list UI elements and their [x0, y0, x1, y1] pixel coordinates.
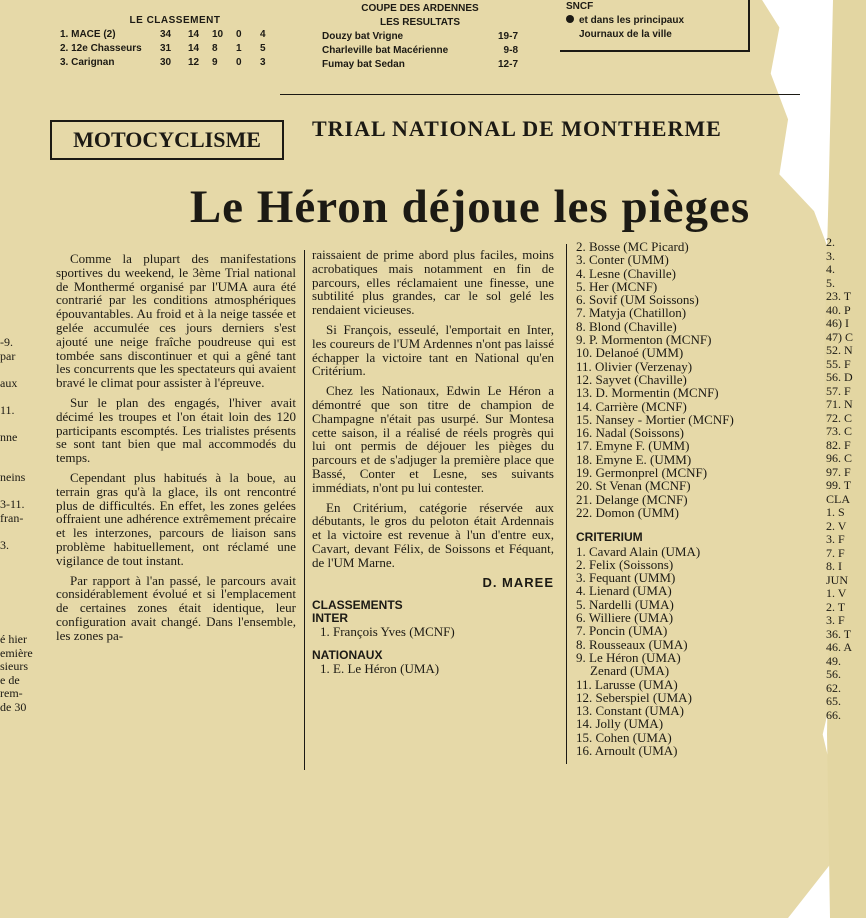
- fragment-line: 82. F: [826, 437, 851, 452]
- result-row: Douzy bat Vrigne 19-7: [322, 31, 518, 42]
- fragment-line: 40. P: [826, 302, 851, 317]
- list-item: 5. Nardelli (UMA): [576, 596, 674, 612]
- divider: [280, 94, 800, 95]
- fragment-line: par: [0, 348, 16, 363]
- list-item: 13. Constant (UMA): [576, 703, 684, 719]
- fragment-line: [0, 444, 40, 458]
- list-item: 22. Domon (UMM): [576, 504, 679, 520]
- list-item: 3. Fequant (UMM): [576, 570, 676, 586]
- left-fragment-column: [0, 336, 40, 714]
- fragment-line: 57. F: [826, 383, 851, 398]
- list-item: 6. Sovif (UM Soissons): [576, 292, 699, 308]
- fragment-line: [0, 606, 40, 620]
- result-row: Charleville bat Macérienne 9-8: [322, 45, 518, 56]
- list-item: 13. D. Mormentin (MCNF): [576, 385, 719, 401]
- standings-heading: LE CLASSEMENT: [129, 15, 221, 26]
- standings-row: 2. 12e Chasseurs 31 14 8 1 5: [60, 43, 266, 54]
- list-item: 4. Lesne (Chaville): [576, 265, 676, 281]
- fragment-line: 73. C: [826, 424, 853, 438]
- list-item: 14. Jolly (UMA): [576, 716, 664, 732]
- fragment-line: 62.: [826, 680, 841, 695]
- list-item: 21. Delange (MCNF): [576, 491, 688, 507]
- cup-heading: COUPE DES ARDENNES: [361, 3, 479, 14]
- list-item: 19. Germonprel (MCNF): [576, 465, 708, 481]
- standings-row: 1. MACE (2) 34 14 10 0 4: [60, 29, 266, 40]
- column-divider: [566, 244, 567, 764]
- fragment-line: 3.: [0, 537, 9, 552]
- list-item: 17. Emyne F. (UMM): [576, 438, 690, 454]
- fragment-line: [0, 458, 40, 472]
- list-item: 8. Blond (Chaville): [576, 318, 677, 334]
- paragraph: Par rapport à l'an passé, le parcours avait considérablement évolué et si l'emplacement de certaines zones était identique, leur configuration avait changé. Dans l'ensemble, les zones pa-: [56, 572, 296, 643]
- fragment-line: 1. V: [826, 586, 847, 600]
- list-item: 5. Her (MCNF): [576, 278, 658, 294]
- fragment-line: [0, 579, 40, 593]
- fragment-line: 52. N: [826, 343, 853, 357]
- list-item: 8. Rousseaux (UMA): [576, 636, 688, 652]
- results-heading: LES RESULTATS: [380, 17, 460, 28]
- fragment-line: -9.: [0, 335, 13, 349]
- list-item: 9. P. Mormenton (MCNF): [576, 332, 712, 348]
- fragment-line: nne: [0, 429, 18, 444]
- list-item: 1. François Yves (MCNF): [320, 624, 455, 640]
- fragment-line: [0, 390, 40, 404]
- list-item: 2. Bosse (MC Picard): [576, 239, 689, 254]
- fragment-line: 2.: [826, 236, 835, 249]
- sncf-notice: [560, 0, 750, 52]
- paragraph: Si François, esseulé, l'emportait en Inter, les coureurs de l'UM Ardennes n'ont pas laissé échapper la victoire tant en National qu'en Critérium.: [312, 321, 554, 379]
- inter-heading: INTER: [312, 611, 348, 626]
- cup-results: [322, 2, 518, 72]
- inter-results: [312, 625, 554, 639]
- fragment-line: 4.: [826, 262, 835, 276]
- fragment-line: 72. C: [826, 410, 853, 425]
- right-fragment-column: [826, 236, 866, 722]
- fragment-line: 1. S: [826, 505, 845, 519]
- criterium-heading: CRITERIUM: [576, 530, 643, 545]
- fragment-line: 47) C: [826, 329, 853, 344]
- fragment-line: 56.: [826, 667, 841, 681]
- fragment-line: 96. C: [826, 451, 853, 465]
- fragment-line: 56. D: [826, 370, 853, 384]
- paragraph: Chez les Nationaux, Edwin Le Héron a démontré que son titre de champion de Champagne n'était pas usurpé. Sur Montesa cette saison, il a réalisé de réels progrès qui lui ont permis de déjouer les pièges du parcours et de s'adjuger la première place que Bassé, Conter et Lesne, ses suivants immédiats, n'ont pu lui contester.: [312, 383, 554, 495]
- list-item: 10. Delanoé (UMM): [576, 345, 684, 361]
- fragment-line: 46) I: [826, 316, 849, 330]
- fragment-line: 3. F: [826, 613, 845, 627]
- fragment-line: [0, 485, 40, 499]
- list-item: 3. Conter (UMM): [576, 252, 669, 268]
- sncf-title: SNCF: [566, 1, 594, 12]
- league-standings: [60, 14, 290, 70]
- fragment-line: sieurs: [0, 659, 28, 673]
- fragment-line: 11.: [0, 402, 15, 417]
- list-item: 15. Nansey - Mortier (MCNF): [576, 411, 734, 427]
- fragment-line: 2. V: [826, 518, 847, 533]
- fragment-line: 99. T: [826, 478, 852, 492]
- fragment-line: emière: [0, 645, 33, 660]
- article-column-1: [56, 252, 296, 649]
- list-item: 18. Emyne E. (UMM): [576, 451, 692, 467]
- fragment-line: fran-: [0, 510, 24, 525]
- fragment-line: 2. T: [826, 599, 846, 614]
- list-item: 16. Arnoult (UMA): [576, 742, 678, 758]
- list-item: 11. Larusse (UMA): [576, 676, 678, 692]
- fragment-line: neins: [0, 470, 26, 484]
- list-item: 7. Matyja (Chatillon): [576, 305, 687, 321]
- fragment-line: 3. F: [826, 532, 845, 546]
- sncf-line: Journaux de la ville: [579, 29, 672, 40]
- fragment-line: JUN: [826, 572, 849, 587]
- list-item: 12. Sayvet (Chaville): [576, 371, 687, 387]
- fragment-line: 36. T: [826, 626, 852, 641]
- list-item: 6. Williere (UMA): [576, 610, 674, 626]
- fragment-line: [0, 417, 40, 431]
- classements-heading: CLASSEMENTS: [312, 598, 403, 613]
- fragment-line: [0, 552, 40, 566]
- sncf-line: et dans les principaux: [566, 14, 748, 28]
- article-headline: Le Héron déjoue les pièges: [189, 181, 751, 233]
- paragraph: Cependant plus habitués à la boue, au terrain gras qu'à la glace, ils ont rencontré plus de difficultés. En effet, les zones gelées offraient une adhérence extrêmement précaire et les interzones, parcours de liaison sans problème habituellement, ont réclamé une vigilance de tout instant.: [56, 469, 296, 568]
- criterium-results: [576, 545, 776, 758]
- list-item: 7. Poncin (UMA): [576, 623, 668, 639]
- fragment-line: 7. F: [826, 545, 845, 560]
- list-item: 11. Olivier (Verzenay): [576, 358, 693, 374]
- fragment-line: 55. F: [826, 356, 851, 371]
- fragment-line: rem-: [0, 686, 23, 700]
- fragment-line: aux: [0, 375, 18, 390]
- article-column-2: [312, 248, 554, 676]
- fragment-line: [0, 363, 40, 377]
- fragment-line: 65.: [826, 694, 841, 708]
- fragment-line: 3-11.: [0, 497, 25, 511]
- list-item: 1. Cavard Alain (UMA): [576, 543, 701, 559]
- fragment-line: 49.: [826, 653, 841, 668]
- fragment-line: 46. A: [826, 640, 853, 654]
- fragment-line: é hier: [0, 632, 27, 646]
- result-row: Fumay bat Sedan 12-7: [322, 59, 518, 70]
- fragment-line: [0, 620, 40, 634]
- list-item: 14. Carrière (MCNF): [576, 398, 687, 414]
- fragment-line: 5.: [826, 275, 835, 290]
- paragraph: Comme la plupart des manifestations sportives du weekend, le 3ème Trial national de Monthermé organisé par l'UMA aura été contrarié par les conditions atmosphériques épouvantables. Au froid et à la neige tassée et gelée accumulée ces jours derniers s'est ajouté une neige fraîche poudreuse qui est tombée sans discontinuer et qui a gêné tant les concurrents que les spectateurs qui avaient bravé le climat pour assister à l'épreuve.: [56, 251, 296, 391]
- bullet-icon: [566, 15, 574, 23]
- paragraph: En Critérium, catégorie réservée aux débutants, le gros du peloton était Ardennais et la victoire est revenue à l'un d'entre eux, Cavart, devant Félix, de Soissons et Féquant, de l'UM Marne.: [312, 499, 554, 570]
- fragment-line: [0, 566, 40, 580]
- paragraph: Sur le plan des engagés, l'hiver avait décimé les troupes et l'on était loin des 120 participants escomptés. Les trialistes présents se sont tant bien que mal accommodés du temps.: [56, 394, 296, 466]
- column-divider: [304, 250, 305, 770]
- list-item: 20. St Venan (MCNF): [576, 478, 691, 494]
- list-item: 1. E. Le Héron (UMA): [320, 661, 440, 677]
- fragment-line: 97. F: [826, 464, 851, 479]
- nationaux-results-first: [312, 662, 554, 676]
- list-item: 12. Seberspiel (UMA): [576, 689, 692, 705]
- fragment-line: e de: [0, 672, 20, 687]
- list-item: 16. Nadal (Soissons): [576, 425, 684, 441]
- fragment-line: [0, 593, 40, 607]
- nationaux-heading: NATIONAUX: [312, 648, 383, 663]
- paragraph: raissaient de prime abord plus faciles, moins acrobatiques mais notamment en fin de parcours, elles réclamaient une finesse, une subtilité plus grandes, car le sol gelé les rendaient vicieuses.: [312, 247, 554, 318]
- fragment-line: CLA: [826, 491, 850, 506]
- standings-row: 3. Carignan 30 12 9 0 3: [60, 57, 266, 68]
- fragment-line: de 30: [0, 699, 27, 714]
- byline: D. MAREE: [482, 574, 554, 590]
- fragment-line: 66.: [826, 707, 841, 722]
- fragment-line: 71. N: [826, 397, 853, 411]
- nationaux-results: [576, 240, 776, 519]
- fragment-line: [0, 525, 40, 539]
- list-item: Zenard (UMA): [590, 663, 670, 679]
- results-column: [576, 240, 776, 757]
- fragment-line: 23. T: [826, 289, 852, 303]
- list-item: 4. Lienard (UMA): [576, 583, 672, 599]
- fragment-line: 3.: [826, 248, 835, 263]
- list-item: 15. Cohen (UMA): [576, 729, 672, 745]
- fragment-line: 8. I: [826, 559, 842, 573]
- article-kicker: TRIAL NATIONAL DE MONTHERME: [312, 116, 722, 141]
- section-label: MOTOCYCLISME: [50, 120, 284, 160]
- list-item: 9. Le Héron (UMA): [576, 649, 681, 665]
- list-item: 2. Felix (Soissons): [576, 556, 674, 572]
